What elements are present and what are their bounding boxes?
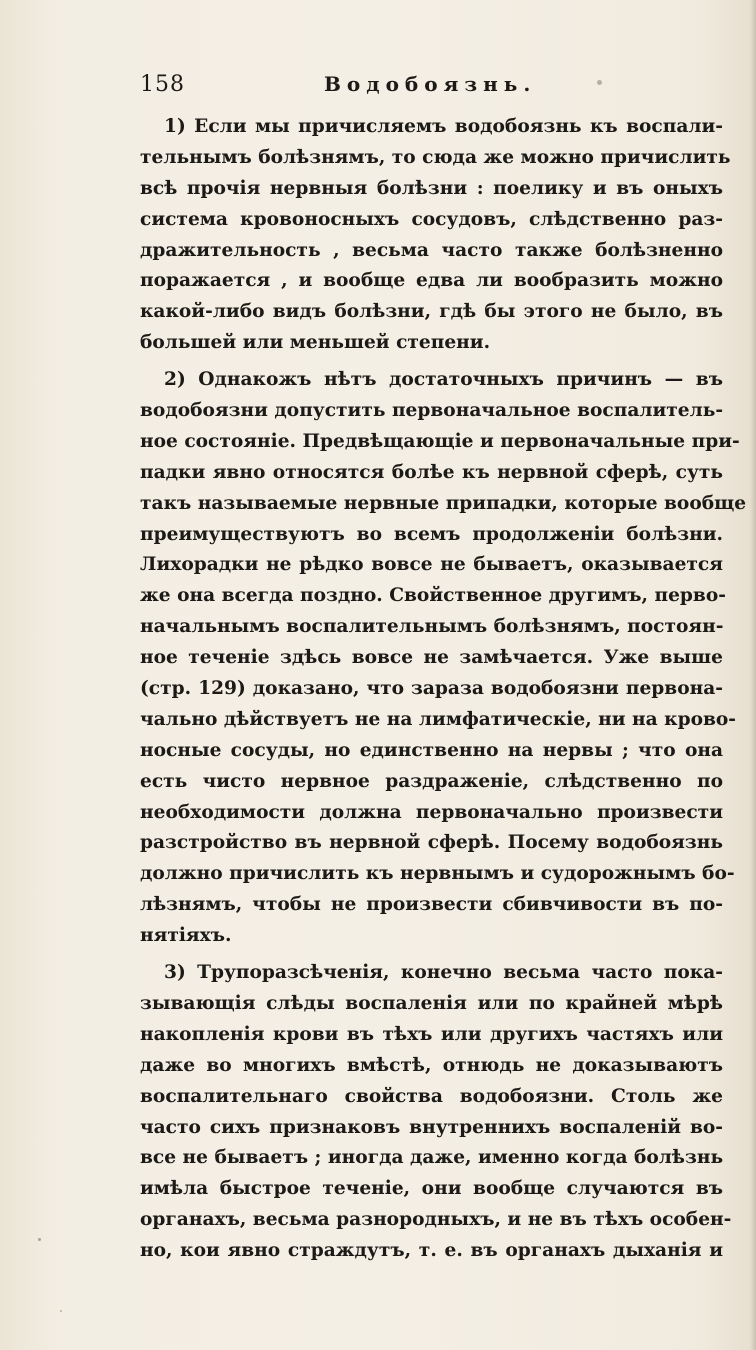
text-line: имѣла быстрое теченіе, они вообще случаются въ bbox=[140, 1178, 723, 1200]
text-line: 2) Однакожъ нѣтъ достаточныхъ причинъ — въ bbox=[164, 369, 723, 391]
text-line: всѣ прочія нервныя болѣзни : поелику и въ оныхъ bbox=[140, 177, 723, 199]
text-line: тельнымъ болѣзнямъ, то сюда же можно причислить bbox=[140, 146, 731, 168]
text-line: система кровоносныхъ сосудовъ, слѣдственно раз- bbox=[140, 208, 723, 230]
text-line: (стр. 129) доказано, что зараза водобоязни первона- bbox=[140, 678, 723, 700]
page-edge-shadow bbox=[750, 0, 756, 1350]
text-line: 1) Если мы причисляемъ водобоязнь къ воспали- bbox=[164, 116, 723, 137]
paragraph-1 bbox=[140, 112, 731, 359]
text-line: необходимости должна первоначально произвести bbox=[140, 801, 723, 823]
paragraph-2 bbox=[140, 365, 747, 952]
body-text bbox=[140, 112, 747, 1267]
text-line: зывающія слѣды воспаленія или по крайней мѣрѣ bbox=[140, 992, 723, 1014]
text-line: даже во многихъ вмѣстѣ, отнюдь не доказываютъ bbox=[140, 1054, 723, 1076]
page-header bbox=[140, 72, 610, 102]
text-line: есть чисто нервное раздраженіе, слѣдственно по bbox=[140, 770, 723, 792]
text-line: но, кои явно страждутъ, т. е. въ органахъ дыханія и bbox=[140, 1240, 723, 1262]
text-line: поражается , и вообще едва ли вообразить можно bbox=[140, 270, 723, 292]
text-line: воспалительнаго свойства водобоязни. Столь же bbox=[140, 1085, 723, 1107]
text-line: начальнымъ воспалительнымъ болѣзнямъ, постоян- bbox=[140, 616, 724, 638]
text-line: накопленія крови въ тѣхъ или другихъ частяхъ или bbox=[140, 1023, 723, 1045]
text-line: водобоязни допустить первоначальное воспалитель- bbox=[140, 400, 724, 422]
text-line: разстройство въ нервной сферѣ. Посему водобоязнь bbox=[140, 832, 723, 854]
text-line: чально дѣйствуетъ не на лимфатическіе, ни на крово- bbox=[140, 708, 737, 730]
text-line: все не бываетъ ; иногда даже, именно когда болѣзнь bbox=[140, 1147, 724, 1169]
text-line: большей или меньшей степени. bbox=[140, 332, 491, 354]
page-number: 158 bbox=[140, 72, 185, 97]
text-line: Лихорадки не рѣдко вовсе не бываетъ, оказывается bbox=[140, 554, 723, 576]
text-line: какой-либо видъ болѣзни, гдѣ бы этого не было, въ bbox=[140, 301, 723, 323]
text-line: дражительность , весьма часто также болѣзненно bbox=[140, 239, 723, 261]
text-line: 3) Трупоразсѣченія, конечно весьма часто пока- bbox=[164, 962, 723, 984]
paper-speck bbox=[60, 1310, 62, 1312]
text-line: ное состояніе. Предвѣщающіе и первоначальные при- bbox=[140, 430, 740, 452]
text-line: носные сосуды, но единственно на нервы ; что она bbox=[140, 739, 723, 761]
text-line: такъ называемые нервные припадки, которые вообще bbox=[140, 492, 747, 514]
paragraph-3 bbox=[140, 958, 732, 1267]
text-line: часто сихъ признаковъ внутреннихъ воспаленій во- bbox=[140, 1116, 723, 1138]
text-line: же она всегда поздно. Свойственное другимъ, перво- bbox=[140, 585, 726, 607]
text-line: нятіяхъ. bbox=[140, 925, 232, 947]
text-line: органахъ, весьма разнородныхъ, и не въ тѣхъ особен- bbox=[140, 1209, 732, 1231]
text-line: должно причислить къ нервнымъ и судорожнымъ бо- bbox=[140, 863, 735, 885]
paper-speck bbox=[597, 80, 602, 85]
text-line: падки явно относятся болѣе къ нервной сферѣ, суть bbox=[140, 461, 723, 483]
text-line: лѣзнямъ, чтобы не произвести сбивчивости въ по- bbox=[140, 894, 723, 916]
text-line: преимуществуютъ во всемъ продолженіи болѣзни. bbox=[140, 523, 723, 545]
paper-speck bbox=[38, 1238, 41, 1241]
running-title: Водобоязнь. bbox=[324, 72, 537, 96]
text-line: ное теченіе здѣсь вовсе не замѣчается. Уже выше bbox=[140, 647, 723, 669]
